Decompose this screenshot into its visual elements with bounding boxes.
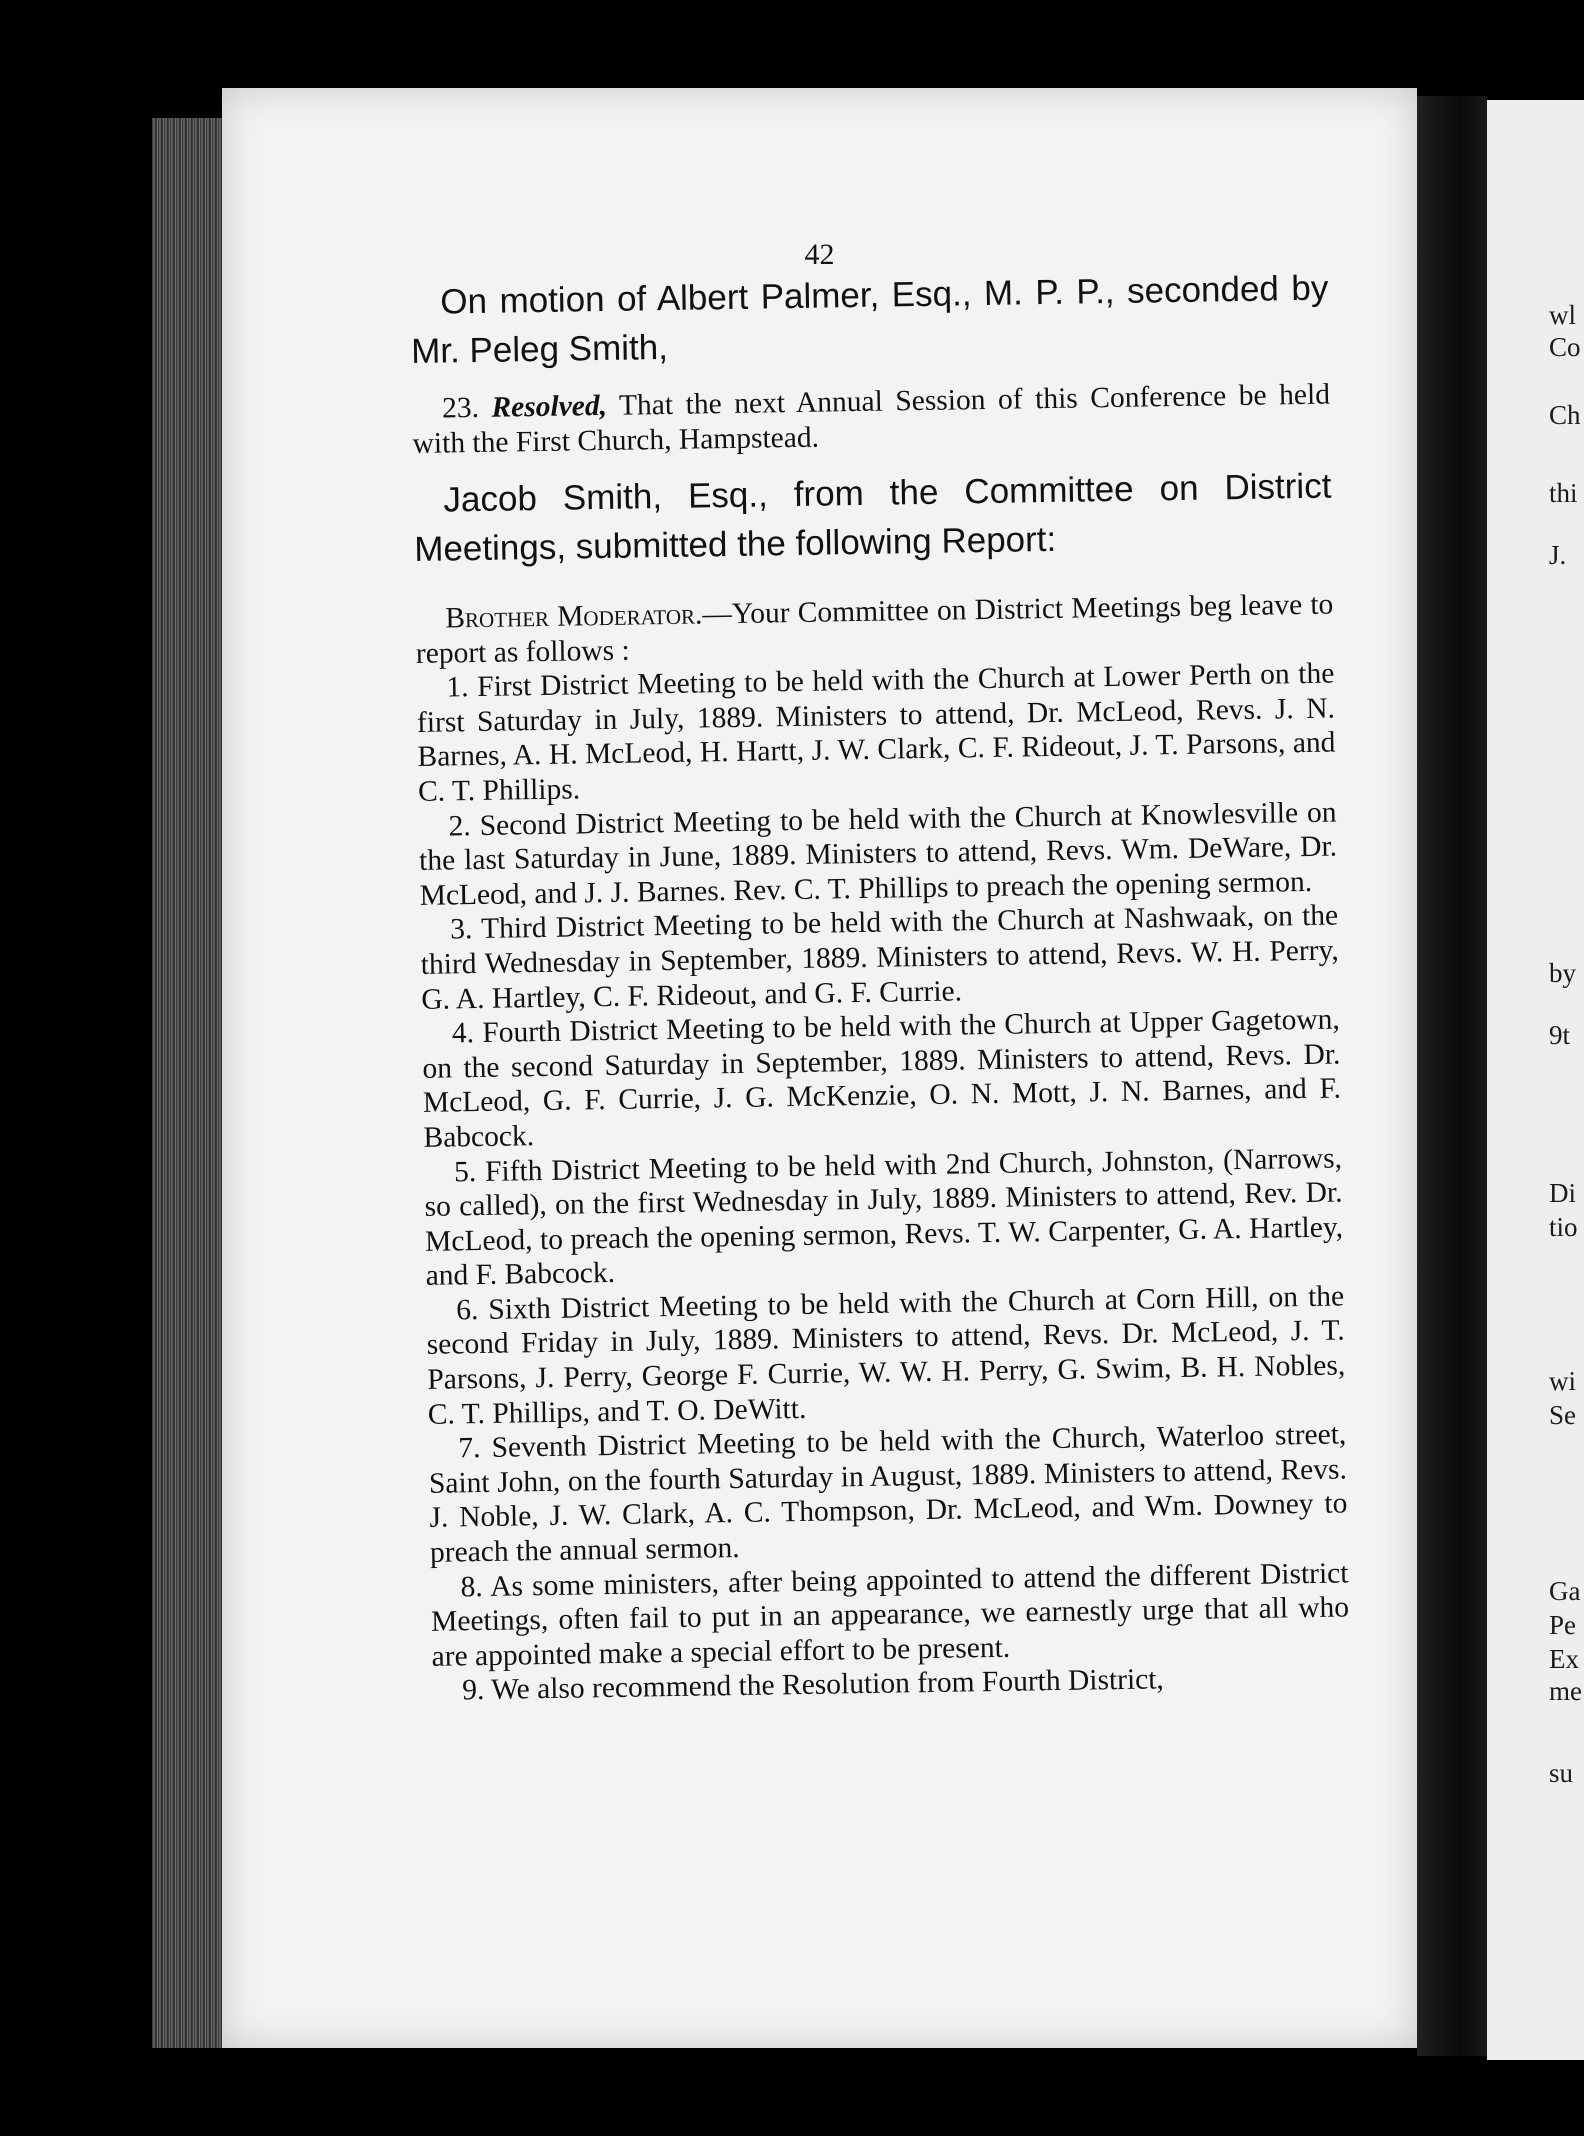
report-item: 9. We also recommend the Resolution from Fourth District, — [461, 1663, 1165, 1707]
book-page — [222, 88, 1417, 2048]
page-stack-edge — [152, 118, 230, 2048]
facing-fragment: su — [1549, 1758, 1574, 1788]
facing-fragment: wl — [1549, 300, 1576, 330]
resolution-keyword: Resolved, — [491, 389, 608, 424]
report-item: 7. Seventh District Meeting to be held with the Church, Waterloo street, Saint John, on the fourth Saturday in August, 1889. Ministers to attend, Revs. J. Noble, J. W. Clark, A. C. Thompson, Dr. McLeod, and Wm. Downey to preach the annual sermon. — [428, 1418, 1348, 1569]
facing-fragment: thi — [1549, 478, 1578, 508]
report-item: 3. Third District Meeting to be held with the Church at Nashwaak, on the third Wednesday in September, 1889. Ministers to attend, Revs. W. H. Perry, G. A. Hartley, C. F. Rideout, and G. F. Currie. — [420, 899, 1339, 1016]
report-item: 6. Sixth District Meeting to be held with the Church at Corn Hill, on the second Friday in July, 1889. Ministers to attend, Revs. Dr. McLeod, J. T. Parsons, J. Perry, George F. Currie, W. W. H. Perry, G. Swim, B. H. Nobles, C. T. Phillips, and T. O. DeWitt. — [426, 1280, 1346, 1431]
report-item: 5. Fifth District Meeting to be held with 2nd Church, Johnston, (Narrows, so called), on the first Wednesday in July, 1889. Ministers to attend, Rev. Dr. McLeod, to preach the opening sermon, Revs. T. W. Carpenter, G. A. Hartley, and F. Babcock. — [424, 1141, 1344, 1293]
report-item: 4. Fourth District Meeting to be held with the Church at Upper Gagetown, on the second Saturday in September, 1889. Ministers to attend, Revs. Dr. McLeod, G. F. Currie, J. G. McKenzie, O. N. Mott, J. N. Barnes, and F. Babcock. — [422, 1003, 1342, 1154]
page-number: 42 — [804, 238, 835, 271]
facing-fragment: by — [1549, 958, 1576, 988]
facing-fragment: Di — [1549, 1178, 1576, 1208]
facing-fragment: wi — [1549, 1366, 1576, 1396]
motion-paragraph: On motion of Albert Palmer, Esq., M. P. P., seconded by Mr. Peleg Smith, — [410, 268, 1329, 371]
committee-report — [415, 588, 1350, 1709]
page-text — [410, 264, 1350, 1709]
facing-fragment: Se — [1549, 1400, 1576, 1430]
report-item: 1. First District Meeting to be held with the Church at Lower Perth on the first Saturday in July, 1889. Ministers to attend, Dr. McLeod, Revs. J. N. Barnes, A. H. McLeod, H. Hartt, J. W. Clark, C. F. Rideout, J. T. Parsons, and C. T. Phillips. — [416, 657, 1336, 808]
report-item: 2. Second District Meeting to be held with the Church at Knowlesville on the last Saturday in June, 1889. Ministers to attend, Revs. Wm. DeWare, Dr. McLeod, and J. J. Barnes. Rev. C. T. Phillips to preach the opening sermon. — [418, 796, 1338, 912]
facing-page — [1487, 100, 1584, 2060]
facing-fragment: 9t — [1549, 1020, 1571, 1050]
resolution-text: That the next Annual Session of this Conference be held with the First Church, Hampstead. — [412, 378, 1331, 460]
facing-fragment: Ex — [1549, 1644, 1579, 1674]
facing-fragment: Ch — [1549, 400, 1581, 430]
facing-fragment: Ga — [1549, 1576, 1581, 1606]
report-item: 8. As some ministers, after being appointed to attend the different District Meetings, often fail to put in an appearance, we earnestly urge that all who are appointed make a special effort to be present. — [430, 1557, 1350, 1673]
report-intro: —Your Committee on District Meetings beg leave to report as follows : — [415, 588, 1334, 670]
facing-fragment: Co — [1549, 332, 1581, 362]
salutation-heading: Brother Moderator. — [445, 598, 703, 635]
facing-fragment: J. — [1549, 540, 1567, 570]
resolution-number: 23. — [441, 391, 480, 425]
resolution-paragraph — [412, 378, 1331, 462]
submission-paragraph: Jacob Smith, Esq., from the Committee on District Meetings, submitted the following Report: — [413, 466, 1332, 569]
book-gutter — [1417, 96, 1487, 2056]
facing-fragment: Pe — [1549, 1610, 1576, 1640]
facing-fragment: me — [1549, 1676, 1582, 1706]
facing-fragment: tio — [1549, 1212, 1578, 1242]
